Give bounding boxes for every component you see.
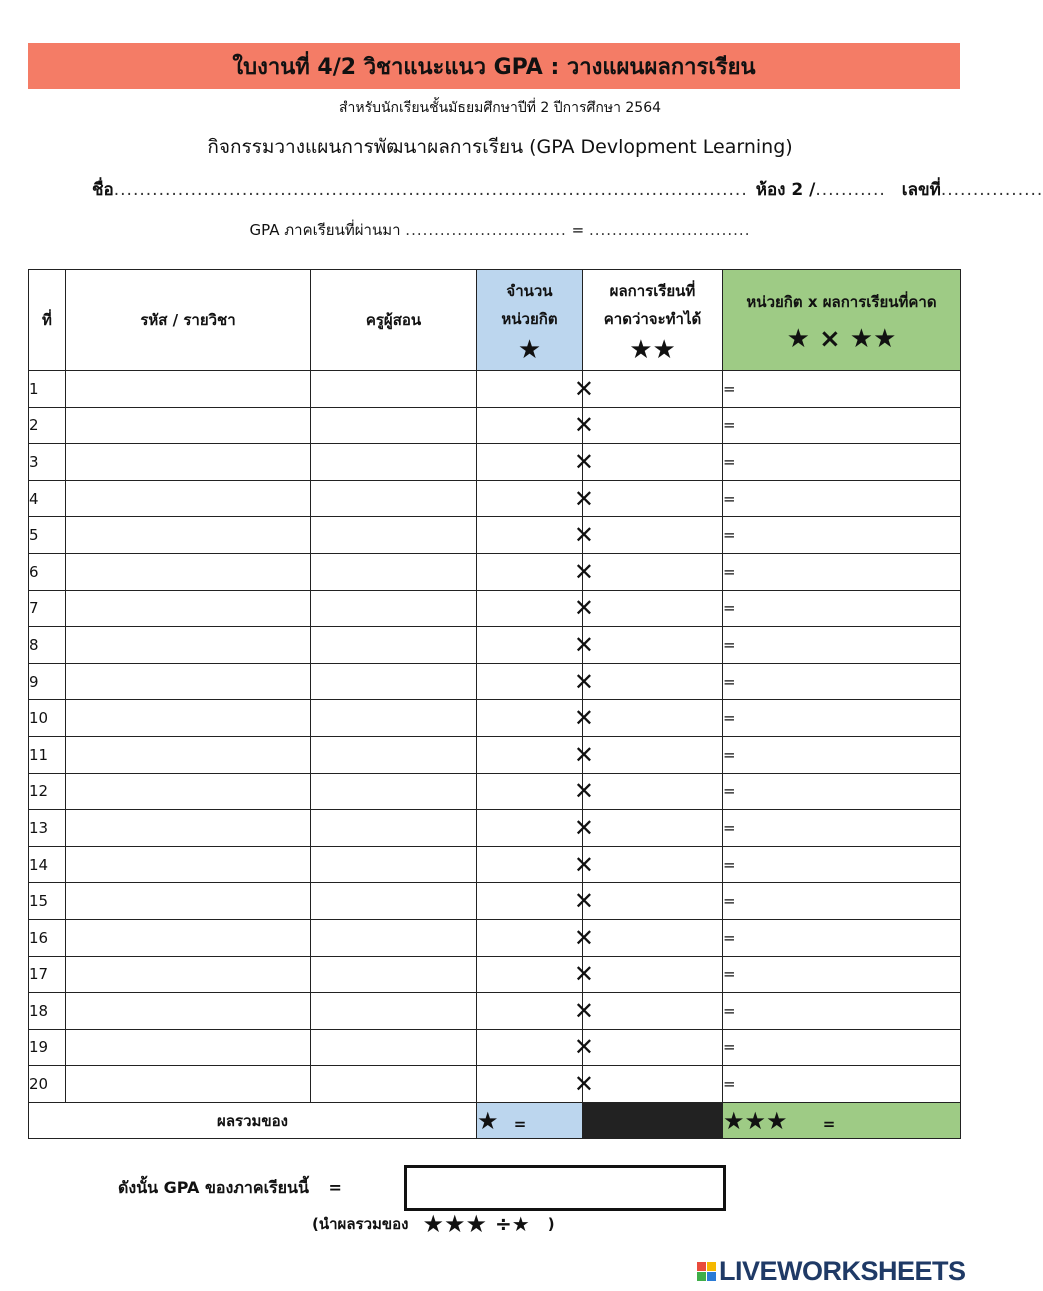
multiply-icon: ✕ <box>573 1070 594 1099</box>
total-product-equals: = <box>822 1114 836 1133</box>
product-cell[interactable] <box>723 956 961 993</box>
worksheet-title: ใบงานที่ 4/2 วิชาแนะแนว GPA : วางแผนผลการเรียน <box>28 43 960 89</box>
logo-text: LIVEWORKSHEETS <box>719 1256 966 1286</box>
double-star-icon: ★★ <box>629 335 676 365</box>
row-number: 10 <box>29 700 66 737</box>
table-row <box>29 810 961 847</box>
subject-cell[interactable] <box>66 663 311 700</box>
expected-grade-cell[interactable] <box>583 663 723 700</box>
subject-cell[interactable] <box>66 1066 311 1103</box>
header-subject: รหัส / รายวิชา <box>66 270 311 371</box>
product-cell[interactable] <box>723 846 961 883</box>
total-row <box>29 1102 961 1139</box>
product-cell[interactable] <box>723 590 961 627</box>
equals-sign: = <box>723 782 736 801</box>
equals-sign: = <box>723 526 736 545</box>
multiply-icon: ✕ <box>573 667 594 696</box>
product-cell[interactable] <box>723 627 961 664</box>
teacher-cell[interactable] <box>311 444 477 481</box>
units-cell[interactable] <box>477 810 594 847</box>
multiply-icon: ✕ <box>573 777 594 806</box>
previous-gpa-field-1[interactable]: ............................ <box>405 221 567 239</box>
equals-sign: = <box>723 818 736 837</box>
subject-cell[interactable] <box>66 846 311 883</box>
liveworksheets-logo <box>697 1256 966 1287</box>
expected-grade-cell[interactable] <box>583 956 723 993</box>
table-row <box>29 700 961 737</box>
equals-sign: = <box>723 1075 736 1094</box>
total-blank-cell <box>583 1102 723 1139</box>
subject-cell[interactable] <box>66 956 311 993</box>
table-row <box>29 371 961 408</box>
final-gpa-label <box>118 1176 342 1201</box>
equals-sign: = <box>723 379 736 398</box>
row-number: 6 <box>29 553 66 590</box>
row-number: 9 <box>29 663 66 700</box>
expected-grade-cell[interactable] <box>583 627 723 664</box>
logo-square-1 <box>697 1262 706 1271</box>
multiply-icon: ✕ <box>573 1033 594 1062</box>
header-units-line1: จำนวน <box>506 282 553 300</box>
row-number: 3 <box>29 444 66 481</box>
subtitle: สำหรับนักเรียนชั้นมัธยมศึกษาปีที่ 2 ปีการศึกษา 2564 <box>338 100 662 116</box>
product-cell[interactable] <box>723 444 961 481</box>
expected-grade-cell[interactable] <box>583 919 723 956</box>
row-number: 1 <box>29 371 66 408</box>
teacher-cell[interactable] <box>311 517 477 554</box>
units-cell[interactable] <box>477 773 594 810</box>
product-cell[interactable] <box>723 773 961 810</box>
header-teacher: ครูผู้สอน <box>311 270 477 371</box>
header-units-line2: หน่วยกิต <box>501 310 558 328</box>
note-suffix: ) <box>547 1215 555 1233</box>
product-cell[interactable] <box>723 663 961 700</box>
table-row <box>29 919 961 956</box>
note-prefix: (นำผลรวมของ <box>312 1215 409 1233</box>
row-number: 12 <box>29 773 66 810</box>
units-cell[interactable] <box>477 846 594 883</box>
units-cell[interactable] <box>477 736 594 773</box>
row-number: 18 <box>29 993 66 1030</box>
expected-grade-cell[interactable] <box>583 517 723 554</box>
expected-grade-cell[interactable] <box>583 736 723 773</box>
teacher-cell[interactable] <box>311 919 477 956</box>
table-row <box>29 883 961 920</box>
star-icon: ★ <box>477 1106 499 1135</box>
multiply-icon: ✕ <box>573 411 594 440</box>
expected-grade-cell[interactable] <box>583 810 723 847</box>
name-field[interactable]: ................................................................................................... <box>113 180 748 200</box>
gpa-planning-table <box>28 269 961 1139</box>
subject-cell[interactable] <box>66 444 311 481</box>
subject-cell[interactable] <box>66 480 311 517</box>
subject-cell[interactable] <box>66 517 311 554</box>
subject-cell[interactable] <box>66 371 311 408</box>
number-field[interactable]: ................ <box>940 180 1043 200</box>
logo-square-3 <box>697 1272 706 1281</box>
table-row <box>29 1029 961 1066</box>
row-number: 13 <box>29 810 66 847</box>
units-cell[interactable] <box>477 553 594 590</box>
equals-sign: = <box>723 452 736 471</box>
units-cell[interactable] <box>477 444 594 481</box>
activity-title: กิจกรรมวางแผนการพัฒนาผลการเรียน (GPA Devlopment Learning) <box>207 136 793 158</box>
equals-sign: = <box>723 672 736 691</box>
expected-grade-cell[interactable] <box>583 993 723 1030</box>
multiply-icon: ✕ <box>573 813 594 842</box>
divide-star-icon: ÷★ <box>495 1212 530 1236</box>
product-cell[interactable] <box>723 1029 961 1066</box>
expected-grade-cell[interactable] <box>583 590 723 627</box>
number-label: เลขที่ <box>901 180 941 200</box>
table-row <box>29 553 961 590</box>
product-cell[interactable] <box>723 810 961 847</box>
star-formula-icon: ★ × ★★ <box>786 324 897 354</box>
subject-cell[interactable] <box>66 993 311 1030</box>
expected-grade-cell[interactable] <box>583 371 723 408</box>
teacher-cell[interactable] <box>311 773 477 810</box>
teacher-cell[interactable] <box>311 700 477 737</box>
multiply-icon: ✕ <box>573 923 594 952</box>
product-cell[interactable] <box>723 517 961 554</box>
table-row <box>29 590 961 627</box>
table-row <box>29 956 961 993</box>
final-gpa-equals: = <box>328 1178 342 1197</box>
teacher-cell[interactable] <box>311 590 477 627</box>
table-row <box>29 517 961 554</box>
product-cell[interactable] <box>723 700 961 737</box>
header-product <box>723 270 961 371</box>
multiply-icon: ✕ <box>573 887 594 916</box>
product-cell[interactable] <box>723 553 961 590</box>
subject-cell[interactable] <box>66 736 311 773</box>
product-cell[interactable] <box>723 1066 961 1103</box>
product-cell[interactable] <box>723 993 961 1030</box>
previous-gpa <box>0 218 1000 242</box>
units-cell[interactable] <box>477 1029 594 1066</box>
teacher-cell[interactable] <box>311 846 477 883</box>
room-field[interactable]: ........... <box>815 180 886 200</box>
student-info <box>92 176 1043 203</box>
logo-square-2 <box>707 1262 716 1271</box>
equals-sign: = <box>723 416 736 435</box>
final-gpa-text: ดังนั้น GPA ของภาคเรียนนี้ <box>118 1178 309 1197</box>
equals-sign: = <box>723 1001 736 1020</box>
product-cell[interactable] <box>723 919 961 956</box>
units-cell[interactable] <box>477 956 594 993</box>
header-units <box>477 270 583 371</box>
triple-star-icon: ★★★ <box>723 1106 788 1135</box>
teacher-cell[interactable] <box>311 663 477 700</box>
subject-cell[interactable] <box>66 553 311 590</box>
units-cell[interactable] <box>477 517 594 554</box>
units-cell[interactable] <box>477 407 594 444</box>
row-number: 11 <box>29 736 66 773</box>
header-expected <box>583 270 723 371</box>
teacher-cell[interactable] <box>311 407 477 444</box>
equals-sign: = <box>723 855 736 874</box>
units-cell[interactable] <box>477 700 594 737</box>
name-label: ชื่อ <box>92 180 114 200</box>
row-number: 19 <box>29 1029 66 1066</box>
teacher-cell[interactable] <box>311 993 477 1030</box>
row-number: 15 <box>29 883 66 920</box>
previous-gpa-field-2[interactable]: ............................ <box>588 221 751 239</box>
units-cell[interactable] <box>477 480 594 517</box>
equals-sign: = <box>723 1038 736 1057</box>
multiply-icon: ✕ <box>573 960 594 989</box>
expected-grade-cell[interactable] <box>583 846 723 883</box>
expected-grade-cell[interactable] <box>583 883 723 920</box>
expected-grade-cell[interactable] <box>583 700 723 737</box>
teacher-cell[interactable] <box>311 1029 477 1066</box>
teacher-cell[interactable] <box>311 553 477 590</box>
logo-icon <box>697 1262 716 1281</box>
final-gpa-note <box>312 1210 555 1238</box>
table-row <box>29 663 961 700</box>
equals-sign: = <box>723 892 736 911</box>
row-number: 20 <box>29 1066 66 1103</box>
total-units-equals: = <box>513 1114 527 1133</box>
header-expected-line2: คาดว่าจะทำได้ <box>603 310 702 328</box>
subject-cell[interactable] <box>66 1029 311 1066</box>
table-row <box>29 627 961 664</box>
expected-grade-cell[interactable] <box>583 444 723 481</box>
header-no: ที่ <box>29 270 66 371</box>
multiply-icon: ✕ <box>573 704 594 733</box>
units-cell[interactable] <box>477 627 594 664</box>
expected-grade-cell[interactable] <box>583 407 723 444</box>
total-product-cell[interactable] <box>723 1102 961 1139</box>
table-row <box>29 407 961 444</box>
table-row <box>29 846 961 883</box>
row-number: 2 <box>29 407 66 444</box>
equals-sign: = <box>723 489 736 508</box>
expected-grade-cell[interactable] <box>583 553 723 590</box>
product-cell[interactable] <box>723 883 961 920</box>
multiply-icon: ✕ <box>573 557 594 586</box>
units-cell[interactable] <box>477 1066 594 1103</box>
product-cell[interactable] <box>723 371 961 408</box>
product-cell[interactable] <box>723 736 961 773</box>
teacher-cell[interactable] <box>311 956 477 993</box>
row-number: 8 <box>29 627 66 664</box>
teacher-cell[interactable] <box>311 810 477 847</box>
row-number: 16 <box>29 919 66 956</box>
row-number: 4 <box>29 480 66 517</box>
multiply-icon: ✕ <box>573 996 594 1025</box>
multiply-icon: ✕ <box>573 850 594 879</box>
equals-sign: = <box>723 965 736 984</box>
row-number: 5 <box>29 517 66 554</box>
previous-gpa-equals: = <box>571 221 585 239</box>
multiply-icon: ✕ <box>573 594 594 623</box>
star-icon: ★ <box>517 335 542 365</box>
final-gpa-input[interactable] <box>404 1165 726 1211</box>
units-cell[interactable] <box>477 919 594 956</box>
table-row <box>29 773 961 810</box>
triple-star-icon: ★★★ <box>422 1210 488 1238</box>
multiply-icon: ✕ <box>573 630 594 659</box>
equals-sign: = <box>723 745 736 764</box>
units-cell[interactable] <box>477 993 594 1030</box>
units-cell[interactable] <box>477 371 594 408</box>
teacher-cell[interactable] <box>311 480 477 517</box>
table-row <box>29 993 961 1030</box>
teacher-cell[interactable] <box>311 736 477 773</box>
teacher-cell[interactable] <box>311 371 477 408</box>
table-row <box>29 444 961 481</box>
subject-cell[interactable] <box>66 919 311 956</box>
subject-cell[interactable] <box>66 590 311 627</box>
units-cell[interactable] <box>477 590 594 627</box>
equals-sign: = <box>723 928 736 947</box>
total-label: ผลรวมของ <box>29 1102 477 1139</box>
subject-cell[interactable] <box>66 810 311 847</box>
units-cell[interactable] <box>477 663 594 700</box>
teacher-cell[interactable] <box>311 1066 477 1103</box>
multiply-icon: ✕ <box>573 447 594 476</box>
subject-cell[interactable] <box>66 627 311 664</box>
room-label: ห้อง 2 / <box>755 180 816 200</box>
multiply-icon: ✕ <box>573 374 594 403</box>
row-number: 14 <box>29 846 66 883</box>
header-product-line1: หน่วยกิต x ผลการเรียนที่คาด <box>746 293 937 311</box>
row-number: 17 <box>29 956 66 993</box>
multiply-icon: ✕ <box>573 484 594 513</box>
equals-sign: = <box>723 562 736 581</box>
subject-cell[interactable] <box>66 700 311 737</box>
logo-square-4 <box>707 1272 716 1281</box>
units-cell[interactable] <box>477 883 594 920</box>
equals-sign: = <box>723 635 736 654</box>
table-row <box>29 736 961 773</box>
subject-cell[interactable] <box>66 883 311 920</box>
subject-cell[interactable] <box>66 407 311 444</box>
header-expected-line1: ผลการเรียนที่ <box>609 282 696 300</box>
table-row <box>29 1066 961 1103</box>
table-row <box>29 480 961 517</box>
multiply-icon: ✕ <box>573 740 594 769</box>
teacher-cell[interactable] <box>311 883 477 920</box>
total-units-cell[interactable] <box>477 1102 583 1139</box>
subject-cell[interactable] <box>66 773 311 810</box>
expected-grade-cell[interactable] <box>583 1029 723 1066</box>
teacher-cell[interactable] <box>311 627 477 664</box>
row-number: 7 <box>29 590 66 627</box>
equals-sign: = <box>723 709 736 728</box>
expected-grade-cell[interactable] <box>583 1066 723 1103</box>
expected-grade-cell[interactable] <box>583 773 723 810</box>
product-cell[interactable] <box>723 407 961 444</box>
previous-gpa-label: GPA ภาคเรียนที่ผ่านมา <box>249 221 401 239</box>
equals-sign: = <box>723 599 736 618</box>
product-cell[interactable] <box>723 480 961 517</box>
multiply-icon: ✕ <box>573 521 594 550</box>
expected-grade-cell[interactable] <box>583 480 723 517</box>
